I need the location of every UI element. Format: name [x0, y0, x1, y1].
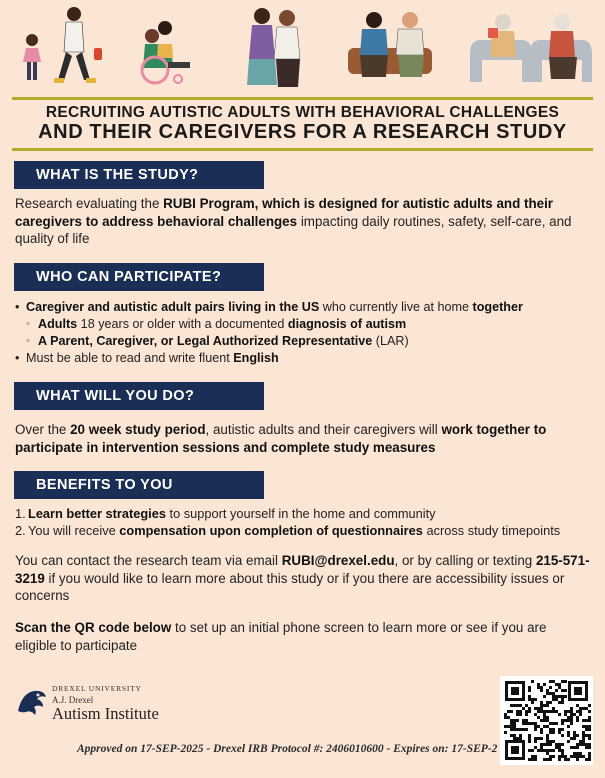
text: Must be able to read and write fluent — [26, 351, 234, 365]
list-item — [15, 522, 595, 539]
study-text-pre: Research evaluating the — [15, 196, 164, 211]
qr-instruction — [15, 619, 575, 654]
text: You can contact the research team via email — [15, 553, 282, 568]
list-item — [15, 505, 595, 522]
text-bold: English — [233, 351, 279, 365]
do-description — [15, 421, 595, 456]
text: , autistic adults and their caregivers will — [205, 422, 442, 437]
text-bold: A Parent, Caregiver, or Legal Authorized Representative — [38, 334, 373, 348]
drexel-dragon-icon — [14, 683, 50, 719]
text: , or by calling or texting — [394, 553, 536, 568]
page-title-line2: AND THEIR CAREGIVERS FOR A RESEARCH STUDY — [38, 121, 567, 143]
logo-title: Autism Institute — [52, 704, 159, 723]
study-description — [15, 195, 595, 248]
section-header-participate: WHO CAN PARTICIPATE? — [14, 263, 264, 291]
title-divider — [12, 148, 593, 151]
text-bold: Learn better strategies — [28, 506, 166, 521]
list-item — [15, 316, 595, 333]
list-item — [15, 333, 595, 350]
text: (LAR) — [372, 334, 409, 348]
section-header-do: WHAT WILL YOU DO? — [14, 382, 264, 410]
text: if you would like to learn more about this study or if you there are accessibility issues or concerns — [15, 570, 565, 603]
irb-footer: Approved on 17-SEP-2025 - Drexel IRB Protocol #: 2406010600 - Expires on: 17-SEP-2 — [77, 743, 498, 755]
top-divider — [12, 97, 593, 100]
list-item — [15, 350, 595, 367]
text-bold: 20 week study period — [70, 422, 206, 437]
section-header-benefits: BENEFITS TO YOU — [14, 471, 264, 499]
section-header-study: WHAT IS THE STUDY? — [14, 161, 264, 189]
seated-pair-icon — [247, 8, 300, 87]
sofa-pair-icon — [348, 12, 432, 77]
text-bold: diagnosis of autism — [287, 317, 407, 331]
phone-number[interactable]: 215-571-3219 — [15, 553, 590, 586]
text-bold: work together to participate in intervention sessions and complete study measures — [15, 422, 547, 455]
qr-code[interactable] — [500, 676, 593, 765]
text: across study timepoints — [422, 523, 561, 538]
text-bold: compensation upon completion of questionnaires — [119, 523, 423, 538]
text-bold: Adults — [38, 317, 78, 331]
benefits-list — [15, 505, 595, 539]
text-bold: together — [472, 300, 523, 314]
text: to set up an initial phone screen to learn more or see if you are eligible to participate — [15, 620, 547, 653]
text: who currently live at home — [319, 300, 473, 314]
participate-list — [15, 299, 595, 367]
logo-subtitle: A.J. Drexel — [52, 695, 94, 705]
elderly-pair-icon — [470, 14, 592, 82]
walking-family-icon — [23, 7, 102, 83]
text-bold: Scan the QR code below — [15, 620, 172, 635]
text: Over the — [15, 422, 71, 437]
list-item — [15, 299, 595, 316]
logo-university: DREXEL UNIVERSITY — [52, 684, 142, 693]
text: You will receive — [28, 523, 120, 538]
study-text-bold: RUBI Program, which is designed for autistic adults and their caregivers to address behavioral challenges — [15, 196, 554, 229]
list-number: 1. — [15, 506, 26, 521]
wheelchair-icon — [142, 21, 190, 83]
study-text-post: impacting daily routines, safety, self-care, and quality of life — [15, 213, 572, 246]
contact-paragraph — [15, 552, 593, 605]
text-bold: Caregiver and autistic adult pairs living in the US — [26, 300, 320, 314]
people-illustration — [0, 0, 605, 92]
email-link[interactable]: RUBI@drexel.edu — [281, 553, 395, 568]
page-title-line1: RECRUITING AUTISTIC ADULTS WITH BEHAVIORAL CHALLENGES — [45, 104, 560, 121]
text: 18 years or older with a documented — [77, 317, 288, 331]
list-number: 2. — [15, 523, 26, 538]
text: to support yourself in the home and community — [165, 506, 436, 521]
